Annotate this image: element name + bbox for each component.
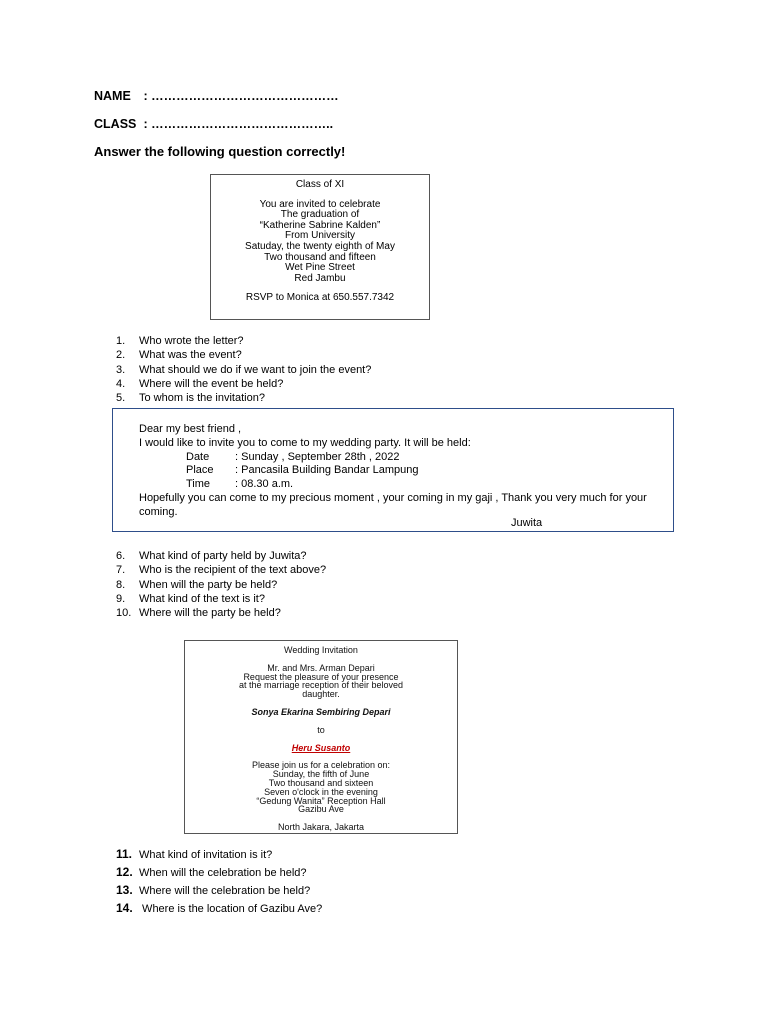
question-list-3	[116, 845, 322, 917]
question-list-2	[116, 549, 326, 620]
class-line	[94, 117, 333, 131]
letter-closing: Hopefully you can come to my precious moment , your coming in my gaji , Thank you very much for your coming.	[139, 491, 647, 518]
invitation-line: You are invited to celebrate	[259, 198, 381, 210]
letter-detail-row: Date : Sunday , September 28th , 2022	[186, 450, 400, 463]
instruction: Answer the following question correctly!	[94, 144, 346, 159]
invitation-line: at the marriage reception of their beloved	[238, 680, 404, 691]
letter-intro: I would like to invite you to come to my wedding party. It will be held:	[139, 436, 471, 449]
wedding-invitation-card	[184, 640, 458, 834]
name-label: NAME	[94, 89, 131, 103]
invitation-line: Two thousand and sixteen	[268, 777, 374, 788]
invitation-line: Seven o'clock in the evening	[264, 786, 378, 797]
question-item: 2. What was the event?	[116, 349, 242, 362]
question-item: 14. Where is the location of Gazibu Ave?	[116, 901, 323, 915]
groom-name: Heru Susanto	[291, 742, 351, 753]
invitation-line: Mr. and Mrs. Arman Depari	[267, 662, 375, 673]
letter-detail-row: Place : Pancasila Building Bandar Lampung	[186, 464, 419, 477]
question-item: 13. Where will the celebration be held?	[116, 883, 311, 897]
invitation-line: Sunday, the fifth of June	[272, 769, 370, 780]
question-item: 4. Where will the event be held?	[116, 377, 284, 390]
question-item: 8. When will the party be held?	[116, 578, 278, 591]
question-item: 7. Who is the recipient of the text above?	[116, 564, 327, 577]
question-item: 10. Where will the party be held?	[116, 607, 281, 620]
question-list-1	[116, 334, 371, 405]
invitation-line: “Gedung Wanita” Reception Hall	[256, 795, 386, 806]
invitation-line: daughter.	[302, 689, 340, 700]
bride-name: Sonya Ekarina Sembiring Depari	[251, 706, 391, 717]
invitation-line: Request the pleasure of your presence	[243, 671, 399, 682]
class-label: CLASS	[94, 117, 137, 131]
question-item: 1. Who wrote the letter?	[116, 335, 244, 347]
invitation-line: From University	[284, 230, 355, 242]
letter-greeting: Dear my best friend ,	[139, 423, 242, 435]
invitation-location: North Jakara, Jakarta	[277, 822, 365, 833]
invitation-line: Class of XI	[295, 179, 345, 190]
letter-signature: Juwita	[511, 517, 543, 529]
name-field[interactable]: : ………………………………………	[143, 89, 339, 103]
question-item: 9. What kind of the text is it?	[116, 592, 265, 605]
invitation-line: Gazibu Ave	[298, 804, 344, 815]
name-line	[94, 89, 339, 103]
letter-detail-row: Time : 08.30 a.m.	[186, 478, 294, 491]
question-item: 3. What should we do if we want to join the event?	[116, 363, 372, 376]
question-item: 11. What kind of invitation is it?	[116, 847, 273, 861]
wedding-letter-box	[112, 408, 674, 532]
invitation-line: “Katherine Sabrine Kalden”	[259, 219, 381, 231]
question-item: 6. What kind of party held by Juwita?	[116, 550, 307, 562]
invitation-line: Red Jambu	[294, 272, 346, 284]
invitation-title: Wedding Invitation	[284, 645, 358, 655]
invitation-line: RSVP to Monica at 650.557.7342	[245, 292, 395, 304]
invitation-line: to	[317, 724, 325, 735]
invitation-line: Wet Pine Street	[285, 262, 355, 274]
question-item: 12. When will the celebration be held?	[116, 865, 307, 879]
question-item: 5. To whom is the invitation?	[116, 392, 265, 405]
class-field[interactable]: : ……………………………………..	[143, 117, 334, 131]
invitation-line: The graduation of	[280, 209, 360, 221]
graduation-invitation-card	[210, 174, 430, 320]
invitation-line: Satuday, the twenty eighth of May	[245, 240, 395, 252]
invitation-line: Two thousand and fifteen	[264, 251, 376, 263]
invitation-line: Please join us for a celebration on:	[251, 760, 391, 771]
